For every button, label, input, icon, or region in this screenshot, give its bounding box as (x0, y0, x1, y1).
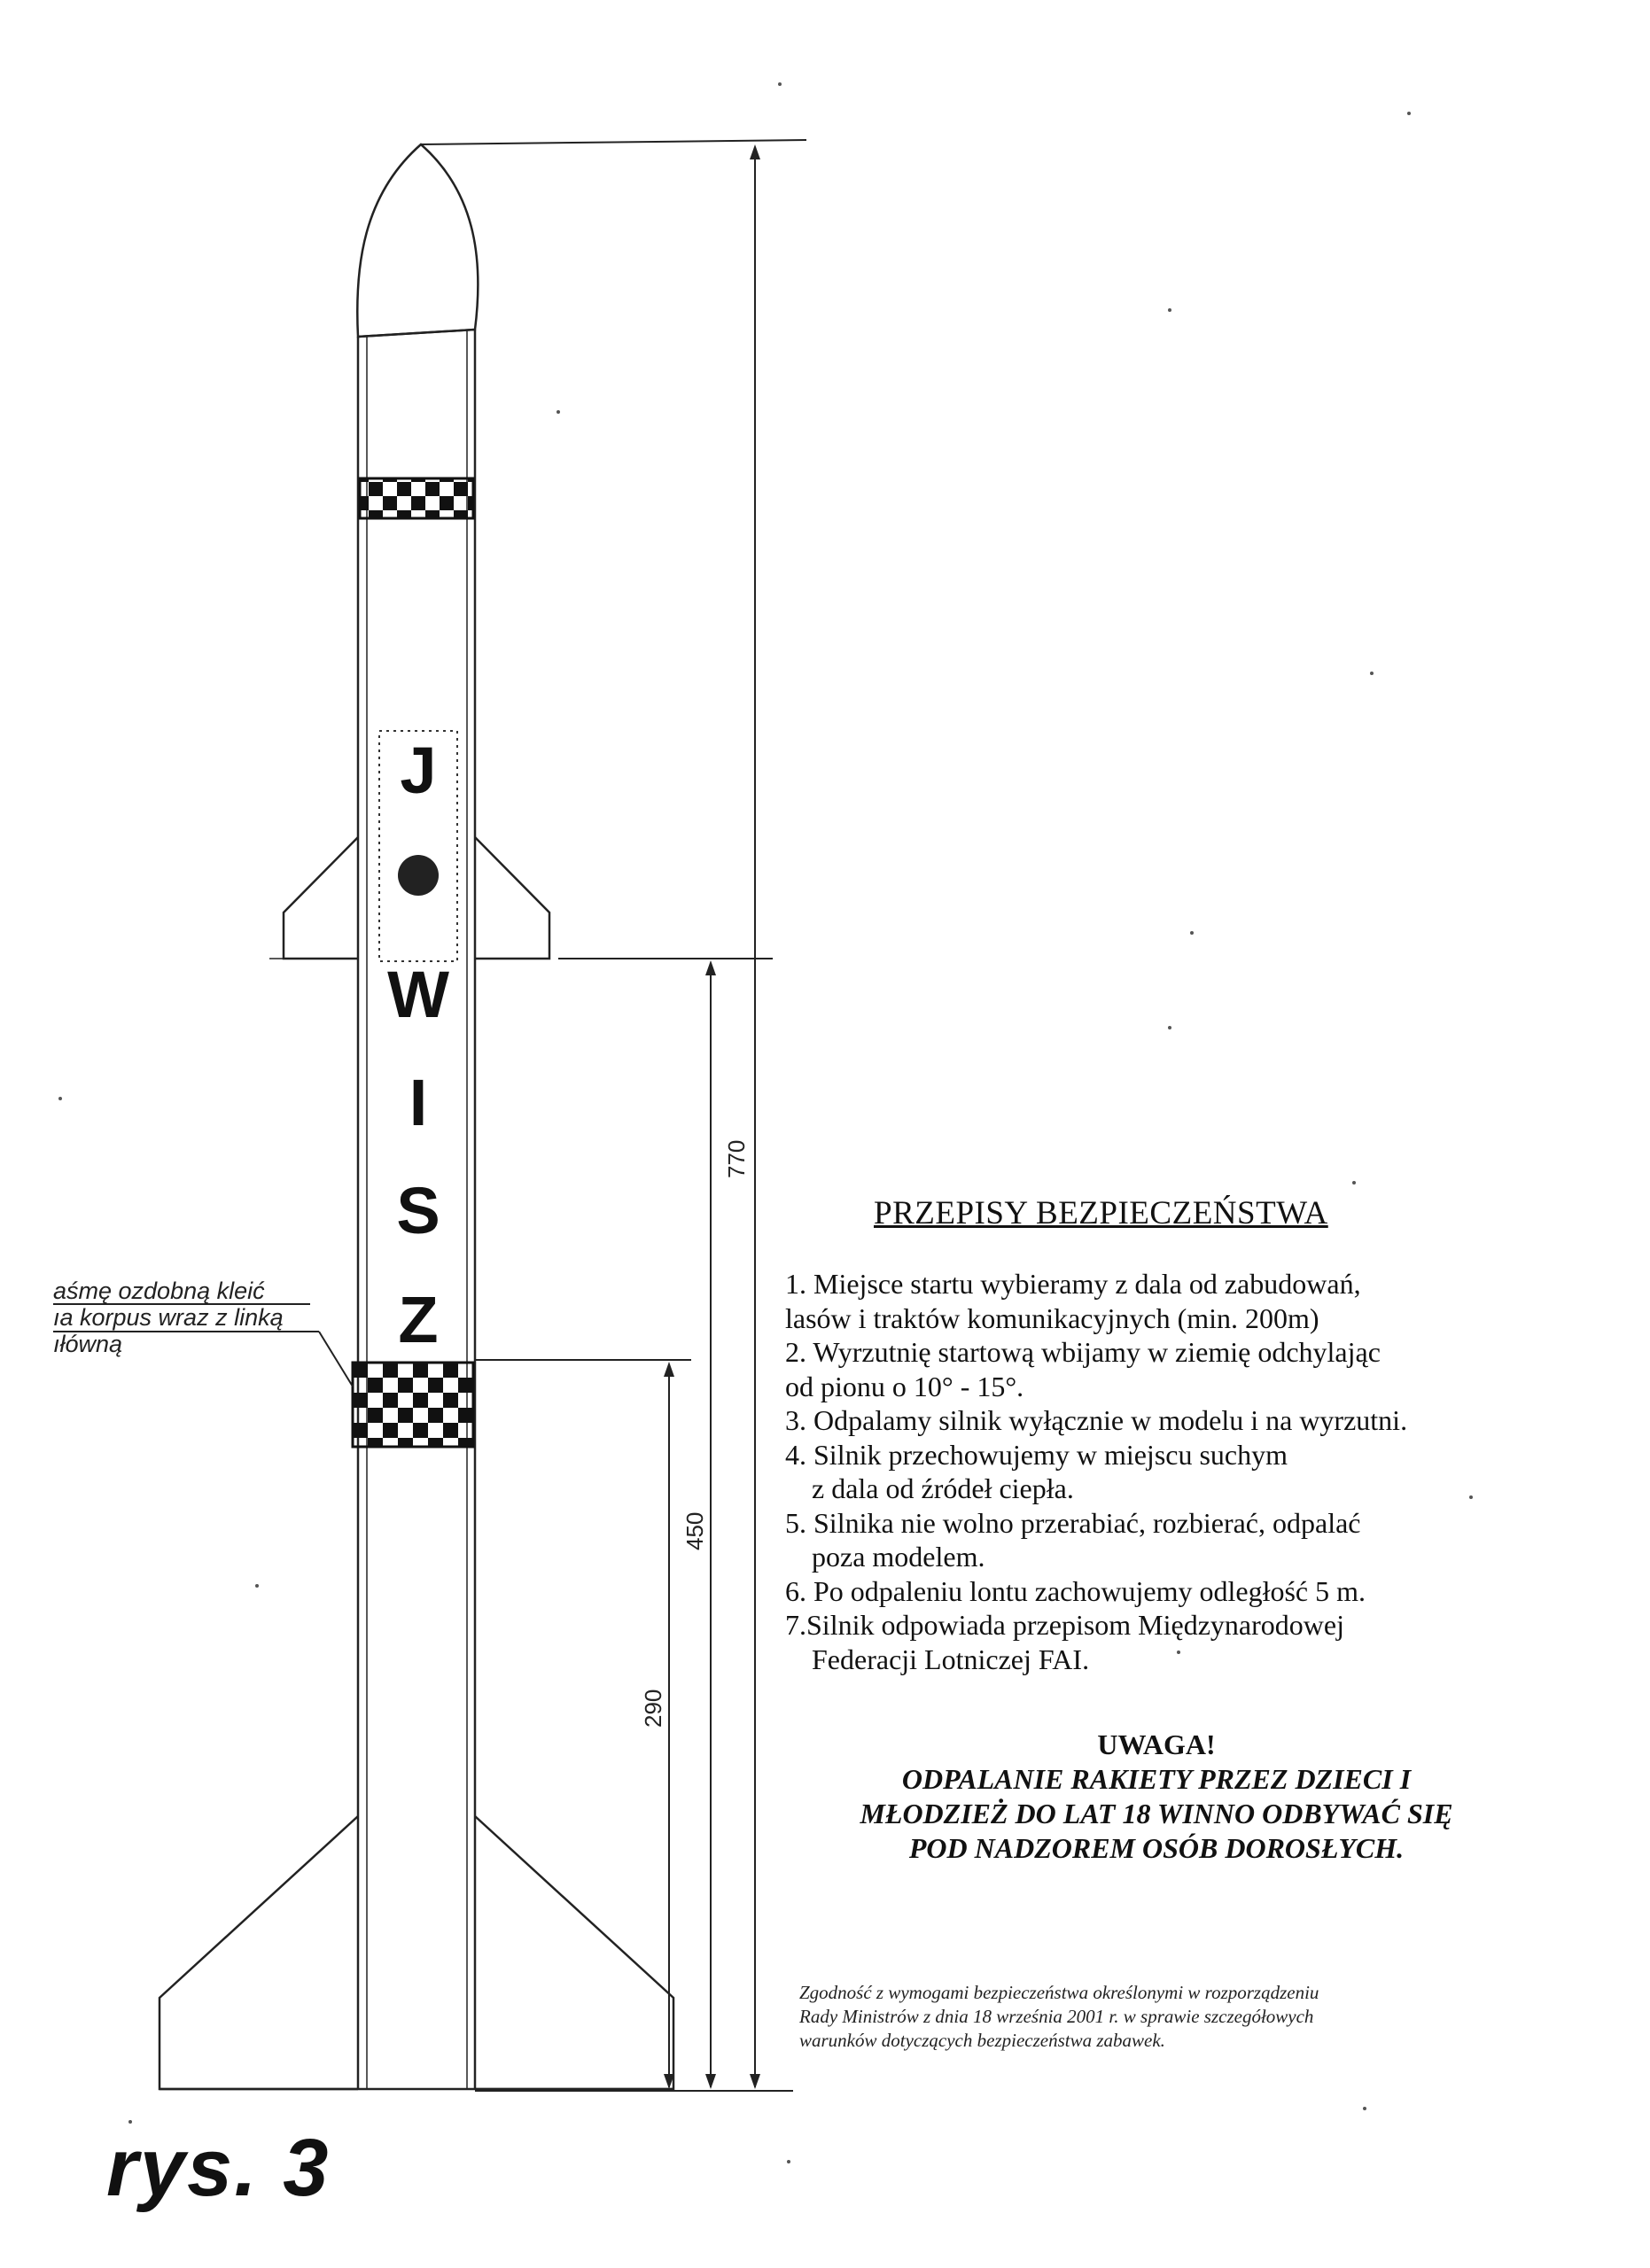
safety-rule-5: 5. Silnika nie wolno przerabiać, rozbierać, odpalać (785, 1506, 1361, 1539)
annotation-leader (319, 1332, 353, 1386)
safety-title: PRZEPISY BEZPIECZEŃSTWA (874, 1195, 1328, 1231)
dim-450-arrow-bottom (705, 2074, 716, 2089)
dim-770-arrow-bottom (750, 2074, 760, 2089)
compliance-line-3: warunków dotyczących bezpieczeństwa zabawek. (799, 2030, 1165, 2051)
lower-checker-band (353, 1363, 473, 1447)
dim-770-top-extension (421, 140, 806, 144)
safety-rule-3: 3. Odpalamy silnik wyłącznie w modelu i na wyrzutni. (785, 1404, 1408, 1436)
safety-rule-1: 1. Miejsce startu wybieramy z dala od zabudowań, (785, 1268, 1361, 1300)
compliance-line-2: Rady Ministrów z dnia 18 września 2001 r. w sprawie szczegółowych (799, 2006, 1314, 2027)
warning-heading: UWAGA! (1097, 1728, 1216, 1760)
upper-fin-right (475, 837, 549, 959)
safety-rules-list (785, 1267, 1547, 1676)
warning-line-1: ODPALANIE RAKIETY PRZEZ DZIECI I (901, 1763, 1412, 1795)
figure-label: rys. 3 (106, 2123, 331, 2213)
band-annotation (53, 1278, 284, 1357)
safety-rule-2-cont: od pionu o 10° - 15°. (785, 1370, 1024, 1402)
warning-line-3: POD NADZOREM OSÓB DOROSŁYCH. (908, 1832, 1405, 1864)
annotation-line-1: aśmę ozdobną kleić (53, 1278, 265, 1304)
safety-rule-1-cont: lasów i traktów komunikacyjnych (min. 200m) (785, 1301, 1319, 1334)
warning-block (780, 1728, 1533, 1866)
dim-450-label: 450 (681, 1511, 708, 1550)
dim-290-label: 290 (640, 1689, 666, 1728)
upper-fin-left (284, 837, 358, 959)
lower-fin-left (160, 1816, 358, 2089)
dim-770-label: 770 (723, 1139, 750, 1178)
safety-rule-2: 2. Wyrzutnię startową wbijamy w ziemię odchylając (785, 1336, 1381, 1368)
name-letter-z: Z (398, 1283, 439, 1356)
annotation-line-3: ıłówną (53, 1331, 123, 1357)
safety-rule-5-cont: poza modelem. (812, 1541, 985, 1573)
name-letter-o-dot (398, 855, 439, 896)
nose-joint (358, 330, 475, 337)
name-letter-j: J (400, 734, 437, 807)
warning-body (780, 1762, 1533, 1866)
dim-770-arrow-top (750, 144, 760, 159)
dim-450-arrow-top (705, 960, 716, 975)
safety-rule-7: 7.Silnik odpowiada przepisom Międzynarodowej (785, 1609, 1344, 1641)
safety-rule-7-cont: Federacji Lotniczej FAI. (812, 1643, 1090, 1675)
compliance-note (799, 1981, 1526, 2053)
compliance-line-1: Zgodność z wymogami bezpieczeństwa określonymi w rozporządzeniu (799, 1982, 1319, 2003)
nose-cone (357, 144, 478, 337)
lower-fin-right (475, 1816, 673, 2089)
safety-rule-4-cont: z dala od źródeł ciepła. (812, 1472, 1074, 1504)
warning-line-2: MŁODZIEŻ DO LAT 18 WINNO ODBYWAĆ SIĘ (860, 1798, 1453, 1829)
dim-290-arrow-top (664, 1362, 674, 1377)
name-letter-w: W (387, 958, 449, 1031)
upper-checker-band (360, 478, 473, 518)
name-letter-s: S (396, 1174, 440, 1247)
safety-rule-4: 4. Silnik przechowujemy w miejscu suchym (785, 1438, 1288, 1471)
safety-rule-6: 6. Po odpaleniu lontu zachowujemy odległość 5 m. (785, 1574, 1366, 1607)
name-letter-i: I (409, 1066, 428, 1139)
annotation-line-2: ıa korpus wraz z linką (53, 1304, 284, 1331)
